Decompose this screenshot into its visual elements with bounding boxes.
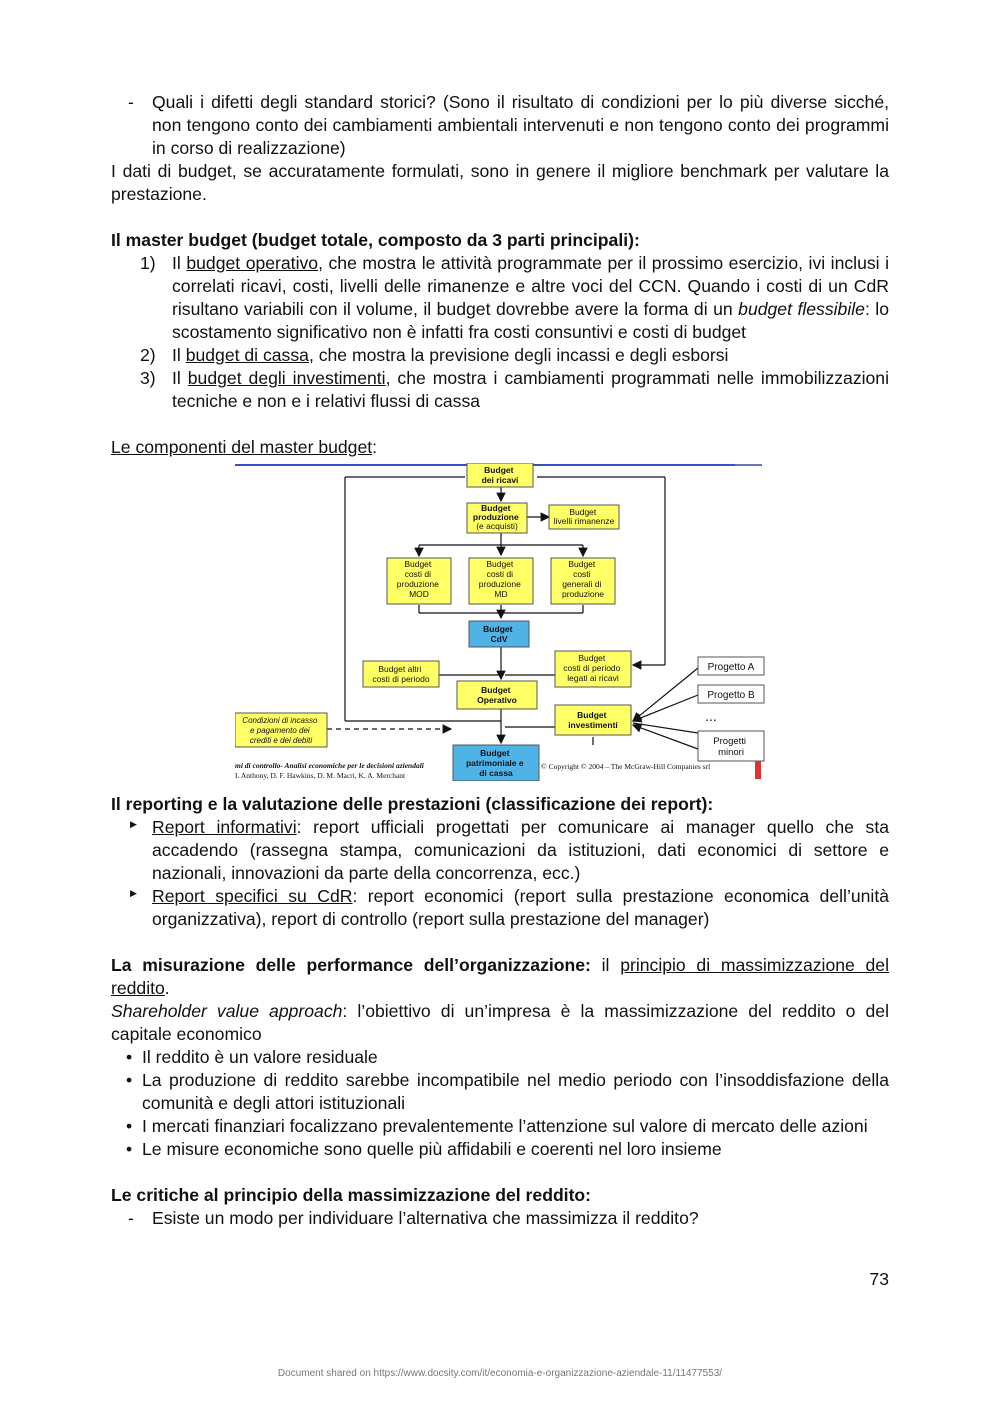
label-generali: Budget costi generali di produzione	[561, 559, 605, 599]
triangle-bullet-icon: ▶	[130, 888, 137, 898]
label-progetto-b: Progetto B	[707, 690, 755, 701]
dot-bullet: •	[126, 1139, 133, 1159]
dash-bullet: -	[128, 92, 134, 112]
diagram-svg	[235, 463, 765, 781]
label-dots: ...	[705, 708, 717, 724]
list-number: 2)	[140, 345, 156, 365]
critiche-list	[111, 1207, 889, 1230]
master-budget-diagram	[235, 463, 765, 781]
master-budget-list	[111, 252, 889, 413]
text: Il	[172, 345, 186, 365]
misurazione-list	[111, 1046, 889, 1161]
text: Le componenti del master budget	[111, 437, 373, 457]
term-report-informativi: Report informativi	[152, 817, 297, 837]
term-budget-flessibile: budget flessibile	[738, 299, 865, 319]
term-massimizzazione: principio di massimizzazione del reddito	[111, 955, 889, 998]
section-heading: Le critiche al principio della massimizzazione del reddito:	[111, 1185, 592, 1205]
text: : report ufficiali progettati per comunicare ai manager quello che sta accadendo (rassegna stampa, comunicazioni da istituzioni, dati economici di settore e nazionali, innovazioni da parte della concorrenza, ecc.)	[152, 817, 889, 883]
diagram-copyright: © Copyright © 2004 – The McGraw-Hill Companies srl	[541, 762, 711, 771]
label-mod: Budget costi di produzione MOD	[396, 559, 439, 599]
term-budget-investimenti: budget degli investimenti	[187, 368, 386, 388]
label-operativo: Budget Operativo	[477, 685, 517, 705]
list-item-text: Esiste un modo per individuare l’alternativa che massimizza il reddito?	[152, 1208, 699, 1228]
list-item	[111, 91, 889, 160]
section-heading: Il master budget (budget totale, composto da 3 parti principali):	[111, 230, 640, 250]
label-produzione: Budget produzione (e acquisti)	[472, 503, 519, 531]
list-number: 1)	[140, 253, 156, 273]
list-item	[111, 344, 889, 367]
label-ricavi: Budget dei ricavi	[481, 465, 519, 485]
dot-bullet: •	[126, 1070, 133, 1090]
list-item	[111, 1069, 889, 1115]
list-item	[111, 367, 889, 413]
triangle-bullet-icon: ▶	[130, 819, 137, 829]
text: : lo scostamento significativo non è infatti fra costi consuntivi e costi di budget	[172, 299, 890, 342]
paragraph	[111, 954, 889, 1000]
list-item	[111, 1207, 889, 1230]
label-md: Budget costi di produzione MD	[478, 559, 521, 599]
page-number: 73	[869, 1269, 889, 1289]
text: , che mostra i cambiamenti programmati nelle immobilizzazioni tecniche e non e i relativi flussi di cassa	[172, 368, 890, 411]
text: , che mostra le attività programmate per il prossimo esercizio, ivi inclusi i correlati ricavi, costi, livelli delle rimanenze e altre voci del CCN. Quando i costi di un CdR risultano variabili con il volume, il budget dovrebbe avere la forma di un	[172, 253, 890, 319]
text: : l’obiettivo di un’impresa è la massimizzazione del reddito o del capitale economico	[111, 1001, 890, 1044]
footer-link[interactable]: Document shared on https://www.docsity.com/it/economia-e-organizzazione-aziendale-11/11477553/	[277, 1368, 723, 1379]
label-rimanenze: Budget livelli rimanenze	[553, 507, 615, 526]
term-budget-operativo: budget operativo	[186, 253, 319, 273]
list-item-text: La produzione di reddito sarebbe incompatibile nel medio periodo con l’insoddisfazione della comunità e degli attori istituzionali	[142, 1070, 889, 1113]
text: , che mostra la previsione degli incassi e degli esborsi	[308, 345, 729, 365]
list-item-text: Le misure economiche sono quelle più affidabili e coerenti nel loro insieme	[142, 1139, 722, 1159]
list-number: 3)	[140, 368, 156, 388]
list-item	[111, 1138, 889, 1161]
diagram-label	[111, 436, 889, 459]
label-cdv: Budget CdV	[483, 624, 513, 644]
label-altri: Budget altri costi di periodo	[372, 664, 430, 684]
term-report-cdr: Report specifici su CdR	[152, 886, 353, 906]
section-heading: La misurazione delle performance dell’organizzazione:	[111, 955, 591, 975]
text: Il	[172, 368, 188, 388]
list-item-text: I mercati finanziari focalizzano prevalentemente l’attenzione sul valore di mercato delle azioni	[142, 1116, 868, 1136]
list-item	[111, 816, 889, 885]
text: :	[372, 437, 378, 457]
text: : report economici (report sulla prestazione economica dell’unità organizzativa), report di controllo (report sulla prestazione del manager)	[152, 886, 889, 929]
label-progetti-minori: Progetti minori	[713, 736, 747, 758]
text: Il	[172, 253, 187, 273]
dot-bullet: •	[126, 1047, 133, 1067]
text: .	[164, 978, 170, 998]
list-item-text: Il reddito è un valore residuale	[142, 1047, 378, 1067]
label-periodo: Budget costi di periodo legati ai ricavi	[563, 653, 621, 683]
text: il	[590, 955, 621, 975]
page-body	[111, 91, 889, 1230]
term-shareholder: Shareholder value approach	[111, 1001, 343, 1021]
label-progetto-a: Progetto A	[707, 662, 755, 673]
label-investimenti: Budget investimenti	[568, 710, 618, 730]
paragraph	[111, 1000, 889, 1046]
list-item	[111, 252, 889, 344]
list-item-text: Quali i difetti degli standard storici? (Sono il risultato di condizioni per lo più diverse sicché, non tengono conto dei cambiamenti ambientali intervenuti e non tengono conto dei programmi in corso di realizzazione)	[152, 92, 889, 158]
dot-bullet: •	[126, 1116, 133, 1136]
dash-bullet: -	[128, 1208, 134, 1228]
list-item	[111, 885, 889, 931]
reporting-list	[111, 816, 889, 931]
paragraph: I dati di budget, se accuratamente formulati, sono in genere il migliore benchmark per valutare la prestazione.	[111, 161, 889, 204]
section-heading: Il reporting e la valutazione delle prestazioni (classificazione dei report):	[111, 794, 714, 814]
list-item	[111, 1115, 889, 1138]
label-patrimoniale: Budget patrimoniale e di cassa	[465, 748, 524, 778]
diagram-authors: I. Anthony, D. F. Hawkins, D. M. Macri, K. A. Merchant	[235, 771, 406, 780]
intro-list	[111, 91, 889, 160]
label-condizioni: Condizioni di incasso e pagamento dei crediti e dei debiti	[242, 716, 318, 745]
term-budget-di-cassa: budget di cassa	[185, 345, 309, 365]
list-item	[111, 1046, 889, 1069]
diagram-caption: mi di controllo- Analisi economiche per le decisioni aziendali	[235, 761, 424, 770]
logo-mark	[755, 761, 761, 779]
